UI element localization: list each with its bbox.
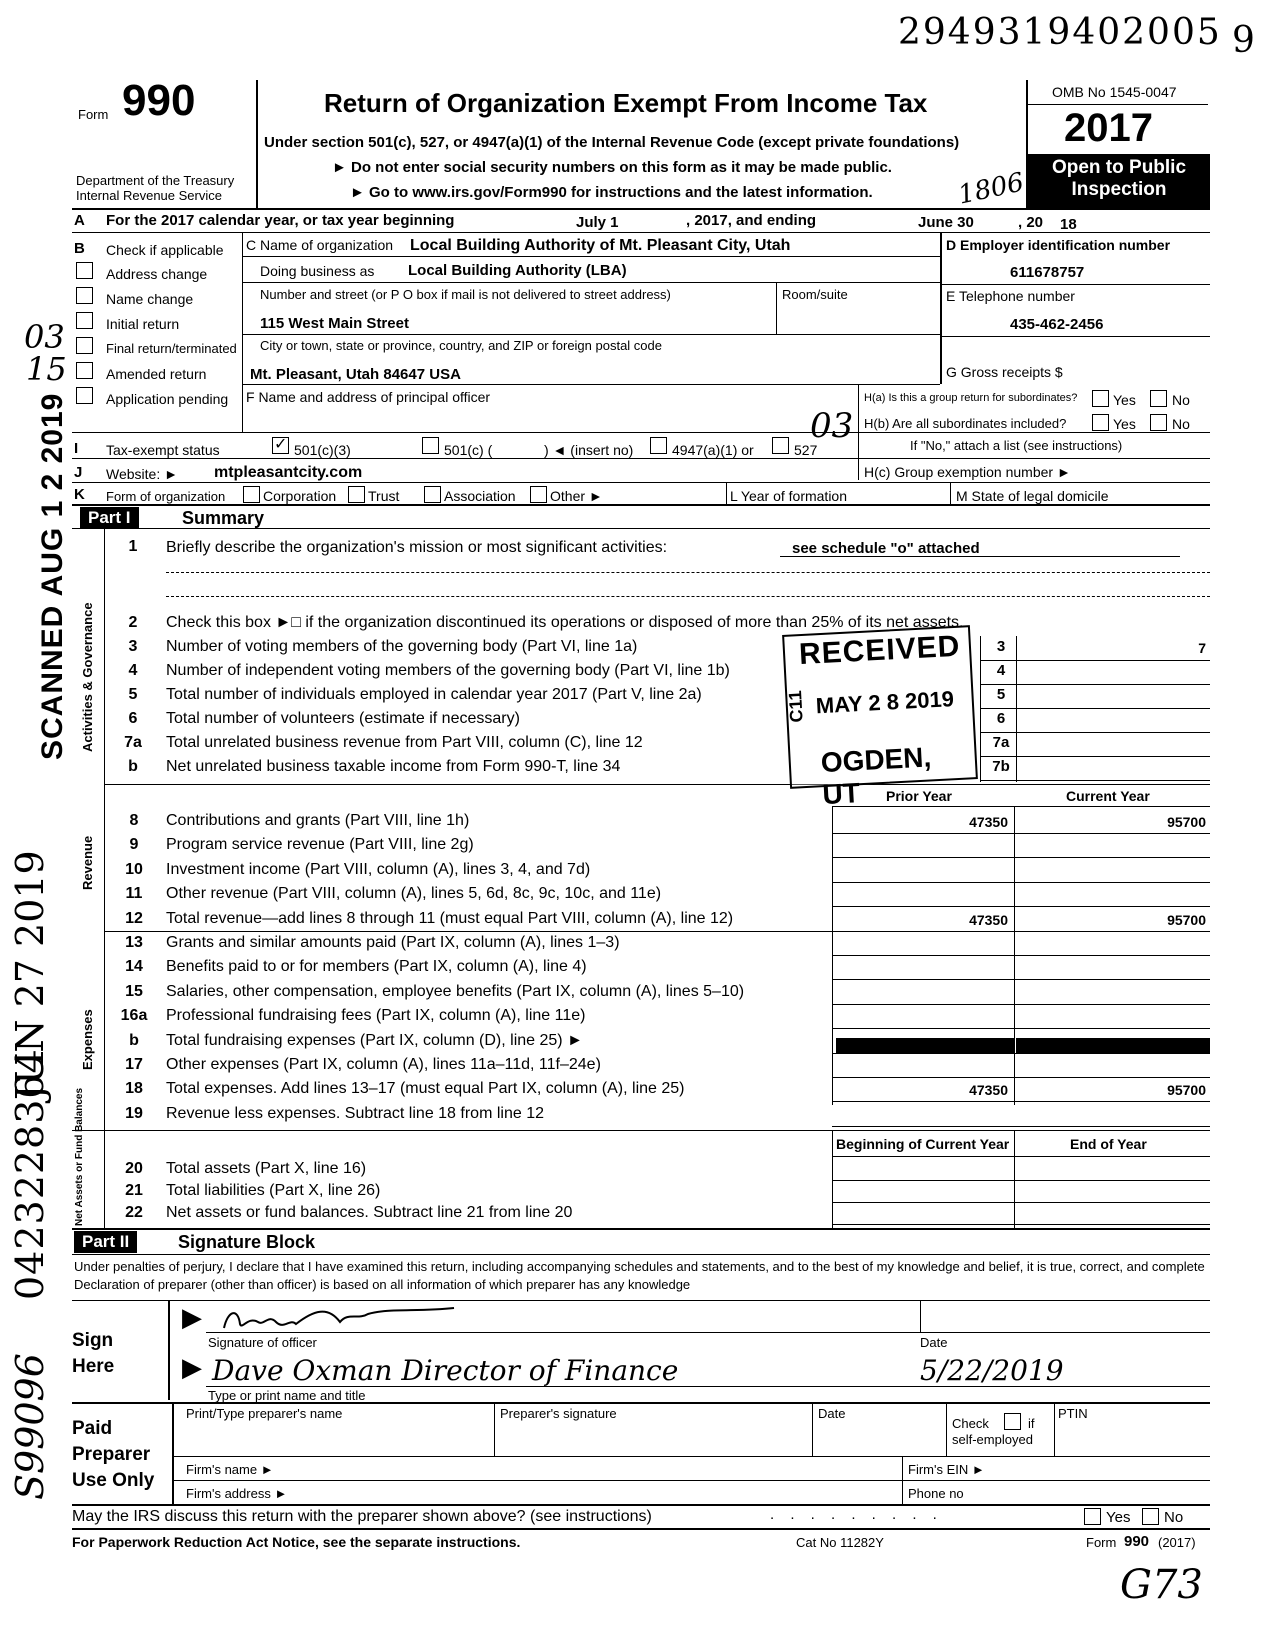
ha-yes-label: Yes <box>1113 392 1136 408</box>
handwritten-corner-mark: G73 <box>1120 1562 1203 1608</box>
tax-exempt-status-label: Tax-exempt status <box>106 442 220 458</box>
fin-current-value: 95700 <box>1167 912 1206 928</box>
line-a-text: For the 2017 calendar year, or tax year beginning <box>106 212 455 229</box>
leader-dots: . . . . . . . . . <box>770 1506 943 1523</box>
check-label: Check <box>952 1416 989 1431</box>
line-k-label: K <box>74 486 85 503</box>
gov-line-number: b <box>128 758 138 775</box>
name-change-checkbox[interactable] <box>76 287 93 304</box>
net-line-text: Net assets or fund balances. Subtract line 21 from line 20 <box>166 1204 573 1221</box>
discuss-yes-label: Yes <box>1106 1509 1131 1526</box>
handwritten-03: 03 <box>24 318 65 356</box>
phone-label: E Telephone number <box>946 288 1075 304</box>
final-return-label: Final return/terminated <box>106 341 237 356</box>
gov-line-number: 4 <box>128 662 138 679</box>
tax-year-end: June 30 <box>918 214 974 231</box>
name-title-label: Type or print name and title <box>208 1388 366 1403</box>
line1-text: Briefly describe the organization's mission or most significant activities: <box>166 539 668 556</box>
footer-form-number: 990 <box>1124 1533 1150 1550</box>
gov-line-number: 7a <box>124 734 142 751</box>
trust-label: Trust <box>368 488 400 504</box>
gov-line-box: 5 <box>996 686 1006 703</box>
col-begin-year: Beginning of Current Year <box>836 1136 1010 1152</box>
fin-line-text: Revenue less expenses. Subtract line 18 from line 12 <box>166 1105 544 1122</box>
other-checkbox[interactable] <box>530 486 547 503</box>
fin-line-text: Benefits paid to or for members (Part IX, column (A), line 4) <box>166 958 587 975</box>
discuss-no-label: No <box>1164 1509 1184 1526</box>
part1-title: Summary <box>182 508 265 528</box>
corporation-label: Corporation <box>263 488 337 504</box>
received-stamp-side-code: C11 <box>785 689 807 723</box>
principal-officer-label: F Name and address of principal officer <box>246 389 491 405</box>
self-employed-checkbox[interactable] <box>1004 1413 1021 1430</box>
sign-here-arrow-icon: ▶ <box>182 1302 202 1332</box>
footer-form-year: (2017) <box>1158 1535 1196 1550</box>
gov-line-box: 3 <box>996 638 1006 655</box>
fin-line-text: Total expenses. Add lines 13–17 (must equal Part IX, column (A), line 25) <box>166 1080 685 1097</box>
fin-line-number: b <box>129 1032 139 1049</box>
dba-label: Doing business as <box>260 263 375 279</box>
net-line-number: 21 <box>125 1182 143 1199</box>
fin-line-number: 15 <box>125 983 143 1000</box>
insert-no-label: ) ◄ (insert no) <box>544 442 634 458</box>
501c-checkbox[interactable] <box>422 437 439 454</box>
gov-line-box: 4 <box>996 662 1006 679</box>
preparer-sig-label: Preparer's signature <box>500 1406 617 1421</box>
hb-question: H(b) Are all subordinates included? <box>864 416 1067 431</box>
4947-checkbox[interactable] <box>650 437 667 454</box>
fin-line-number: 13 <box>125 934 143 951</box>
fin-line-text: Other revenue (Part VIII, column (A), lines 5, 6d, 8c, 9c, 10c, and 11e) <box>166 885 662 902</box>
ha-no-checkbox[interactable] <box>1150 390 1167 407</box>
footer-cat-no: Cat No 11282Y <box>796 1535 884 1550</box>
sign-here-arrow-icon-2: ▶ <box>182 1352 202 1382</box>
amended-return-label: Amended return <box>106 366 207 382</box>
fin-line-number: 19 <box>125 1105 143 1122</box>
tax-year-end-yy: 18 <box>1060 216 1077 233</box>
other-label: Other ► <box>550 488 603 504</box>
dba-name: Local Building Authority (LBA) <box>408 262 627 279</box>
discuss-no-checkbox[interactable] <box>1142 1508 1159 1525</box>
gov-line-text: Total number of individuals employed in calendar year 2017 (Part V, line 2a) <box>166 686 702 703</box>
gov-line-text: Net unrelated business taxable income from Form 990-T, line 34 <box>166 758 621 775</box>
use-only-label: Use Only <box>72 1470 155 1491</box>
net-line-number: 22 <box>125 1204 143 1221</box>
gov-line-box: 6 <box>996 710 1006 727</box>
fin-line-text: Total revenue—add lines 8 through 11 (must equal Part VIII, column (A), line 12) <box>166 910 734 927</box>
fin-line-number: 9 <box>129 836 139 853</box>
tax-year-begin: July 1 <box>576 214 619 231</box>
corporation-checkbox[interactable] <box>243 486 260 503</box>
final-return-checkbox[interactable] <box>76 337 93 354</box>
net-line-text: Total liabilities (Part X, line 26) <box>166 1182 381 1199</box>
received-stamp-city: OGDEN, UT <box>820 741 932 811</box>
ha-yes-checkbox[interactable] <box>1092 390 1109 407</box>
phone-value: 435-462-2456 <box>1010 316 1104 333</box>
hb-no-label: No <box>1172 416 1190 432</box>
amended-return-checkbox[interactable] <box>76 362 93 379</box>
shaded-prior-16b <box>836 1038 1014 1054</box>
col-current-year: Current Year <box>1066 788 1150 804</box>
fin-current-value: 95700 <box>1167 1082 1206 1098</box>
discuss-question: May the IRS discuss this return with the preparer shown above? (see instructions) <box>72 1508 652 1525</box>
line-a-label: A <box>74 212 85 229</box>
open-public-text: Open to Public <box>1051 157 1187 178</box>
part2-title: Signature Block <box>178 1232 316 1252</box>
section-b-title: Check if applicable <box>106 242 224 258</box>
dln-suffix: 9 <box>1232 20 1255 61</box>
4947-label: 4947(a)(1) or <box>672 442 754 458</box>
handwritten-03-b: 03 <box>810 406 854 446</box>
line1-value: see schedule "o" attached <box>792 540 980 557</box>
gov-line-box: 7a <box>992 734 1010 751</box>
legal-domicile-label: M State of legal domicile <box>956 488 1109 504</box>
ha-question: H(a) Is this a group return for subordinates? <box>864 392 1078 404</box>
gov-line-number: 6 <box>128 710 138 727</box>
trust-checkbox[interactable] <box>348 486 365 503</box>
name-change-label: Name change <box>106 291 194 307</box>
fin-line-text: Contributions and grants (Part VIII, line 1h) <box>166 812 470 829</box>
received-stamp-text: RECEIVED <box>798 629 962 672</box>
line-j-label: J <box>74 464 83 481</box>
website-value: mtpleasantcity.com <box>214 464 363 481</box>
footer-paperwork-notice: For Paperwork Reduction Act Notice, see the separate instructions. <box>72 1534 521 1550</box>
form-word: Form <box>78 107 109 122</box>
fin-line-text: Professional fundraising fees (Part IX, column (A), line 11e) <box>166 1007 586 1024</box>
address-change-checkbox[interactable] <box>76 262 93 279</box>
year-formation-label: L Year of formation <box>730 488 848 504</box>
fin-line-text: Grants and similar amounts paid (Part IX, column (A), lines 1–3) <box>166 934 620 951</box>
line-i-label: I <box>74 440 79 457</box>
handwritten-1806: 1806 <box>955 167 1027 211</box>
perjury-declaration: Under penalties of perjury, I declare that I have examined this return, including accompanying schedules and statements, and to the best of my knowledge and belief, it is true, correct, and complete Declaration of preparer (other than officer) is based on all information of which preparer has any knowledge <box>74 1259 1205 1292</box>
org-name: Local Building Authority of Mt. Pleasant City, Utah <box>410 237 791 254</box>
side-net-assets: Net Assets or Fund Balances <box>74 1087 85 1226</box>
line-a-year-prefix: , 20 <box>1018 214 1044 231</box>
preparer-name-label: Print/Type preparer's name <box>186 1406 343 1421</box>
fin-line-number: 11 <box>125 885 143 902</box>
discuss-yes-checkbox[interactable] <box>1084 1508 1101 1525</box>
dept-treasury: Department of the Treasury <box>76 173 235 188</box>
net-line-number: 20 <box>125 1160 143 1177</box>
firm-ein-label: Firm's EIN ► <box>908 1462 985 1477</box>
org-name-label: C Name of organization <box>246 237 394 253</box>
fin-line-number: 12 <box>125 910 143 927</box>
fin-line-number: 17 <box>125 1056 143 1073</box>
fin-line-text: Total fundraising expenses (Part IX, column (D), line 25) ► <box>166 1032 583 1049</box>
omb-number: OMB No 1545-0047 <box>1052 84 1177 100</box>
street-address: 115 West Main Street <box>260 315 409 332</box>
room-label: Room/suite <box>782 287 848 302</box>
shaded-current-16b <box>1016 1038 1210 1054</box>
part2-label: Part II <box>74 1231 137 1253</box>
irs-service: Internal Revenue Service <box>76 188 222 203</box>
fin-line-text: Other expenses (Part IX, column (A), lines 11a–11d, 11f–24e) <box>166 1056 601 1073</box>
gov-line-text: Total number of volunteers (estimate if necessary) <box>166 710 520 727</box>
gov-line-value: 7 <box>1198 640 1206 656</box>
line-a-mid: , 2017, and ending <box>686 212 817 229</box>
paid-label: Paid <box>72 1418 113 1439</box>
preparer-date-label: Date <box>818 1406 846 1421</box>
ha-no-label: No <box>1172 392 1190 408</box>
firm-address-label: Firm's address ► <box>186 1486 288 1501</box>
fin-current-value: 95700 <box>1167 814 1206 830</box>
gross-receipts-label: G Gross receipts $ <box>946 364 1063 380</box>
form-subtitle: Under section 501(c), 527, or 4947(a)(1) of the Internal Revenue Code (except private foundations) <box>264 134 960 151</box>
initial-return-checkbox[interactable] <box>76 312 93 329</box>
fin-line-number: 18 <box>125 1080 143 1097</box>
city-label: City or town, state or province, country, and ZIP or foreign postal code <box>260 338 662 353</box>
net-line-text: Total assets (Part X, line 16) <box>166 1160 367 1177</box>
notice-ssn: ► Do not enter social security numbers on this form as it may be made public. <box>332 159 892 176</box>
signature-officer-label: Signature of officer <box>208 1335 317 1350</box>
hb-yes-label: Yes <box>1113 416 1136 432</box>
tax-year: 2017 <box>1064 106 1153 150</box>
hc-label: H(c) Group exemption number ► <box>864 464 1071 480</box>
hb-no-checkbox[interactable] <box>1150 414 1167 431</box>
check-if-label: if <box>1028 1416 1035 1431</box>
side-handwritten-code: S99096 <box>8 1353 52 1500</box>
self-employed-label: self-employed <box>952 1432 1033 1447</box>
form-number: 990 <box>122 76 196 125</box>
side-activities-governance: Activities & Governance <box>80 602 95 752</box>
received-stamp-date: MAY 2 8 2019 <box>815 686 955 719</box>
fin-prior-value: 47350 <box>969 1082 1008 1098</box>
line2-text: Check this box ►□ if the organization discontinued its operations or disposed of more than 25% of its net assets. <box>166 614 964 631</box>
association-label: Association <box>444 488 516 504</box>
527-label: 527 <box>794 442 818 458</box>
officer-signature <box>218 1300 458 1336</box>
side-revenue: Revenue <box>80 835 95 890</box>
gov-line-number: 5 <box>128 686 138 703</box>
501c3-checkbox[interactable] <box>272 437 289 454</box>
sign-date-label: Date <box>920 1335 948 1350</box>
501c3-label: 501(c)(3) <box>294 442 351 458</box>
address-change-label: Address change <box>106 266 208 282</box>
gov-line-text: Number of voting members of the governing body (Part VI, line 1a) <box>166 638 638 655</box>
form-of-org-label: Form of organization <box>106 489 226 504</box>
fin-line-text: Salaries, other compensation, employee benefits (Part IX, column (A), lines 5–10) <box>166 983 745 1000</box>
association-checkbox[interactable] <box>424 486 441 503</box>
scanned-stamp-jun: JUN 27 2019 <box>8 850 52 1100</box>
firm-name-label: Firm's name ► <box>186 1462 274 1477</box>
application-pending-checkbox[interactable] <box>76 387 93 404</box>
col-prior-year: Prior Year <box>886 788 952 804</box>
gov-line-text: Total unrelated business revenue from Part VIII, column (C), line 12 <box>166 734 643 751</box>
initial-return-label: Initial return <box>106 316 180 332</box>
fin-line-number: 10 <box>125 861 143 878</box>
street-label: Number and street (or P O box if mail is not delivered to street address) <box>260 287 671 302</box>
form-title: Return of Organization Exempt From Income Tax <box>324 88 928 118</box>
ein-value: 611678757 <box>1010 264 1085 281</box>
city-state-zip: Mt. Pleasant, Utah 84647 USA <box>250 366 461 383</box>
part1-label: Part I <box>80 507 139 529</box>
ptin-label: PTIN <box>1058 1406 1088 1421</box>
fin-line-text: Investment income (Part VIII, column (A), lines 3, 4, and 7d) <box>166 861 591 878</box>
preparer-label: Preparer <box>72 1444 151 1465</box>
fin-line-number: 16a <box>120 1007 148 1024</box>
fin-prior-value: 47350 <box>969 814 1008 830</box>
checkmark-icon: ✓ <box>274 436 288 453</box>
gov-line-box: 7b <box>992 758 1010 775</box>
hb-note: If "No," attach a list (see instructions) <box>910 438 1123 453</box>
dln-number: 2949319402005 <box>898 12 1222 53</box>
inspection-text: Inspection <box>1071 179 1167 200</box>
527-checkbox[interactable] <box>772 437 789 454</box>
fin-line-number: 14 <box>125 958 143 975</box>
signature-date: 5/22/2019 <box>920 1354 1064 1387</box>
footer-form-prefix: Form <box>1086 1535 1117 1550</box>
fin-line-text: Program service revenue (Part VIII, line 2g) <box>166 836 474 853</box>
scanned-stamp-aug: SCANNED AUG 1 2 2019 <box>36 392 69 760</box>
gov-line-text: Number of independent voting members of the governing body (Part VI, line 1b) <box>166 662 730 679</box>
hb-yes-checkbox[interactable] <box>1092 414 1109 431</box>
fin-line-number: 8 <box>129 812 139 829</box>
ein-label: D Employer identification number <box>946 237 1171 253</box>
website-label: Website: ► <box>106 466 178 482</box>
officer-printed-name: Dave Oxman Director of Finance <box>212 1354 679 1387</box>
side-expenses: Expenses <box>80 1009 95 1070</box>
side-handwritten-number: 0423228364 <box>8 1048 52 1300</box>
notice-website: ► Go to www.irs.gov/Form990 for instructions and the latest information. <box>350 184 873 201</box>
gov-line-number: 3 <box>128 638 138 655</box>
sign-label: Sign <box>72 1330 114 1351</box>
here-label: Here <box>72 1356 115 1377</box>
col-end-year: End of Year <box>1070 1136 1147 1152</box>
501c-label: 501(c) ( <box>444 442 493 458</box>
open-to-public-box <box>1028 154 1210 208</box>
section-b-label: B <box>74 240 85 257</box>
handwritten-15: 15 <box>26 350 67 388</box>
fin-prior-value: 47350 <box>969 912 1008 928</box>
application-pending-label: Application pending <box>106 391 229 407</box>
firm-phone-label: Phone no <box>908 1486 964 1501</box>
